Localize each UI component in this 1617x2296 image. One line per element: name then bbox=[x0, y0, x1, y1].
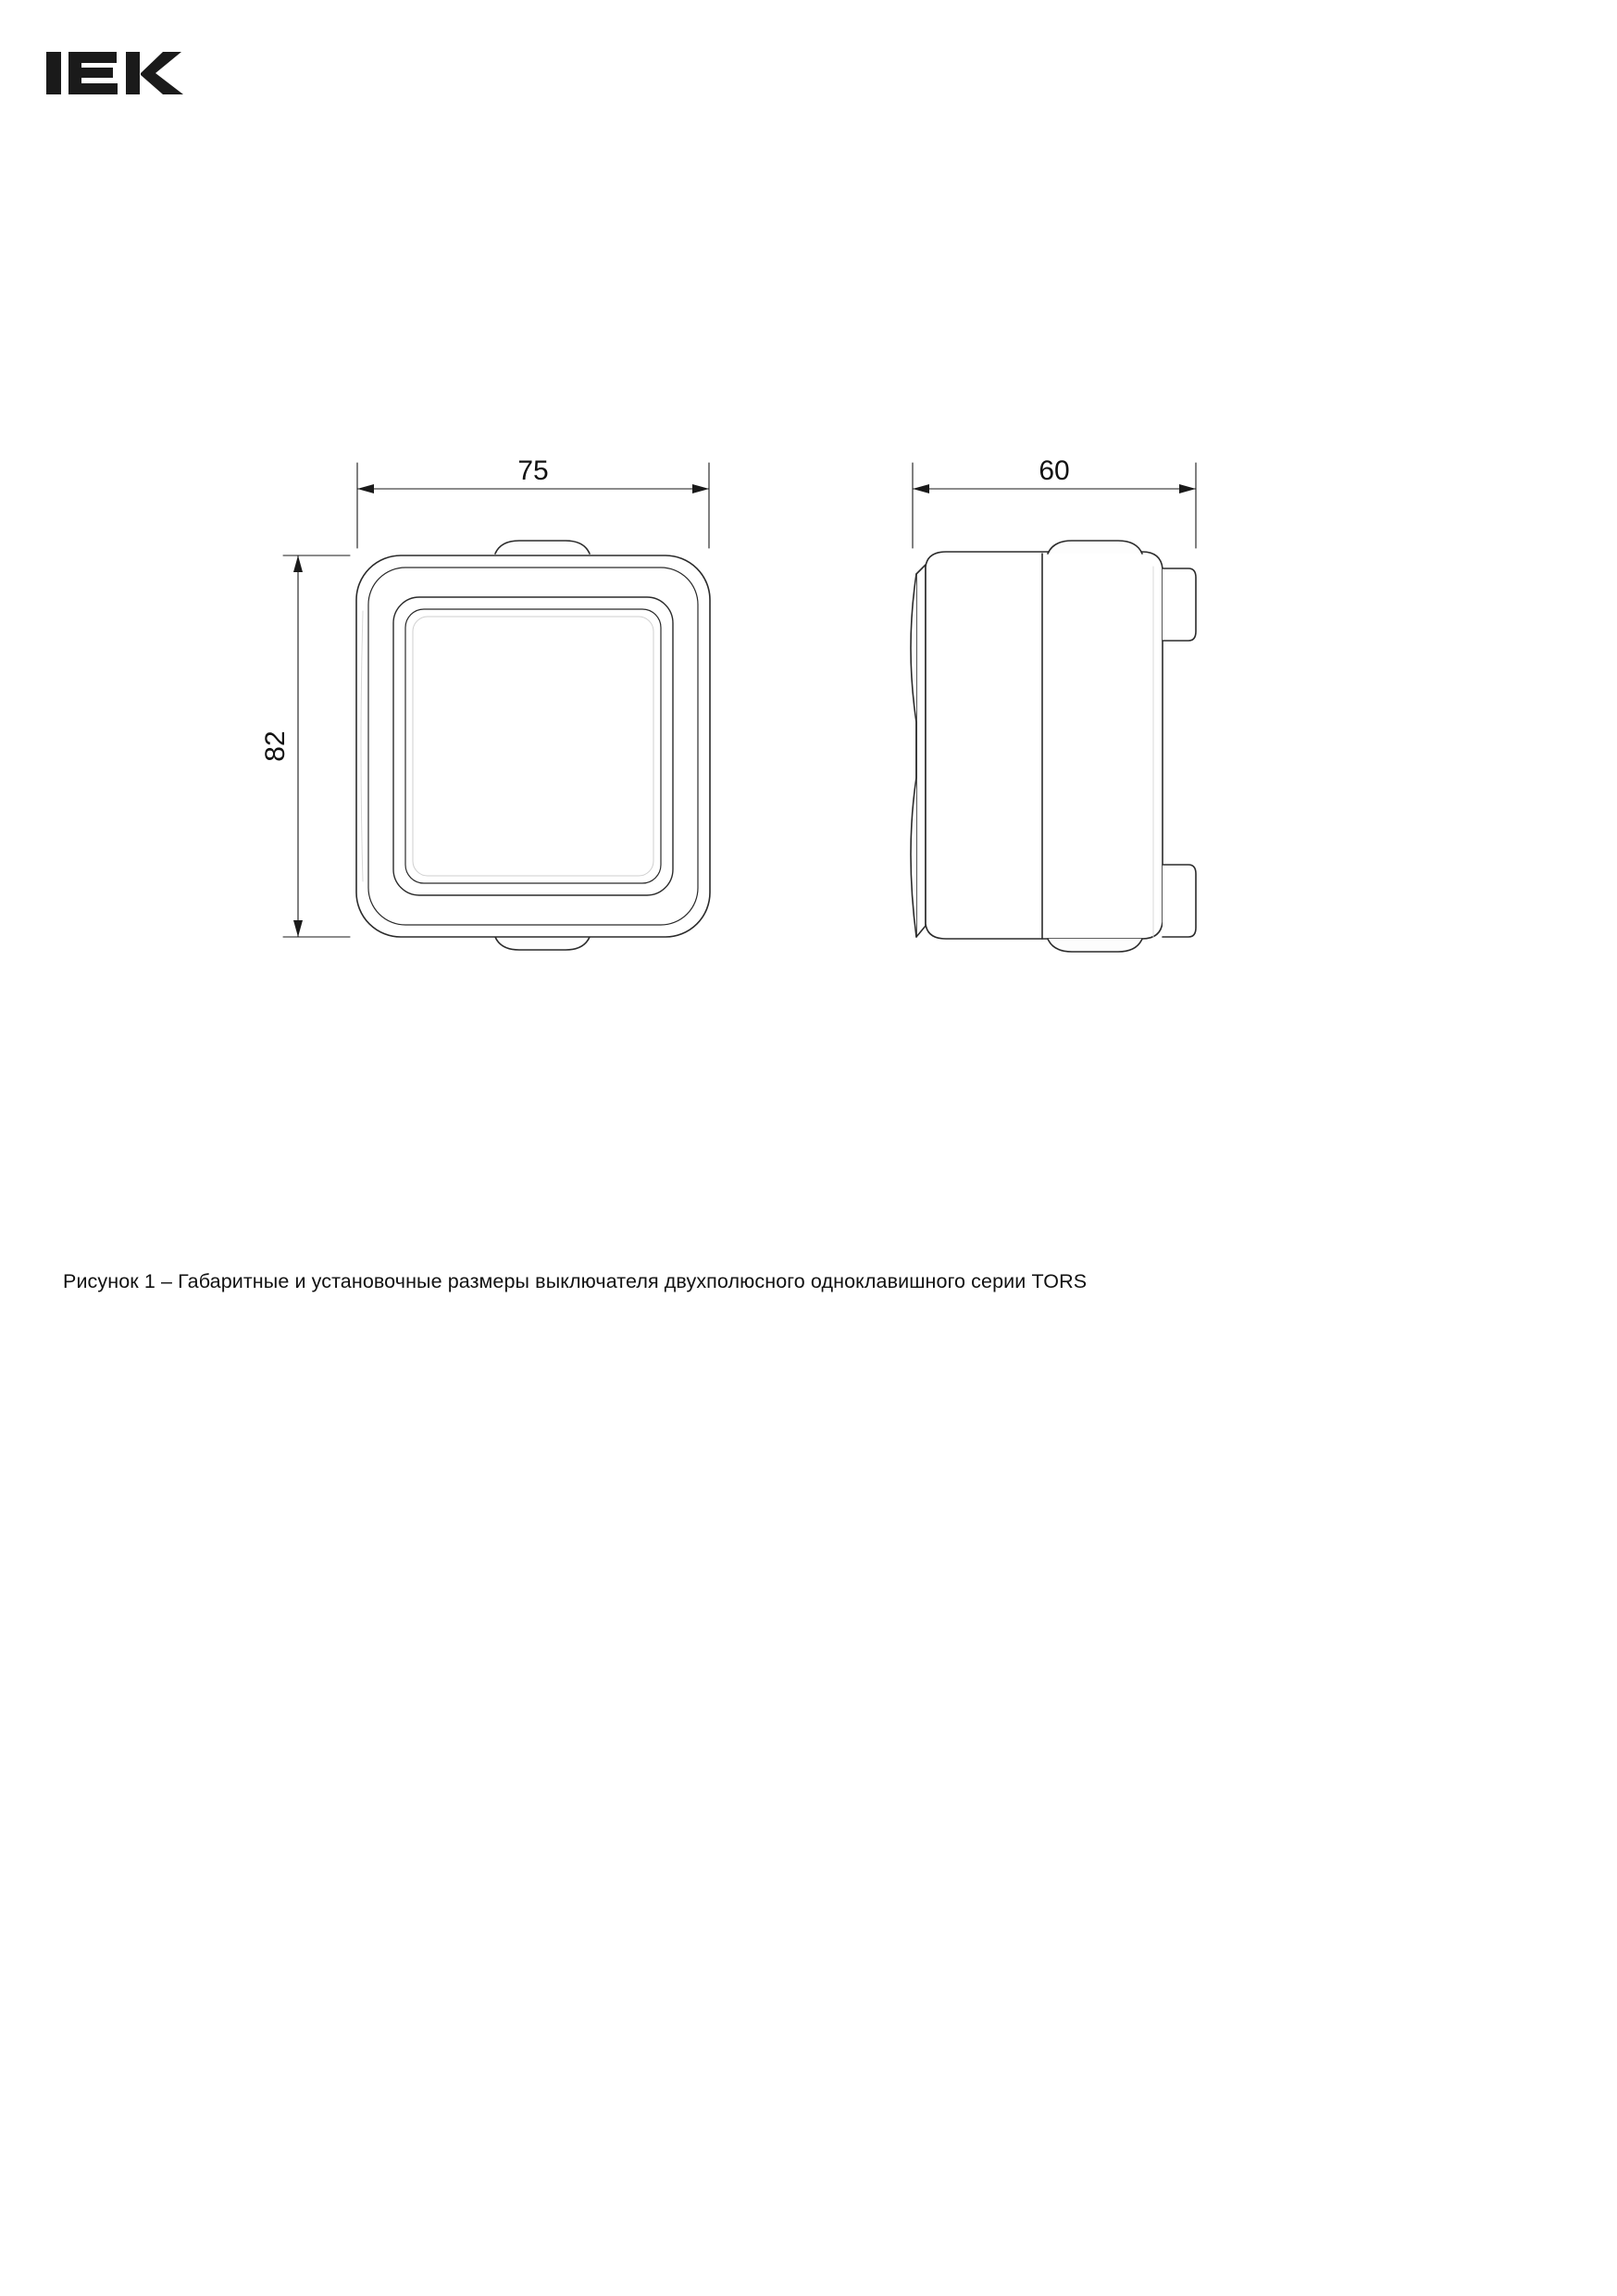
side-view-group bbox=[911, 541, 1196, 952]
side-depth-dimension-label: 60 bbox=[1039, 455, 1070, 486]
figure-caption: Рисунок 1 – Габаритные и установочные размеры выключателя двухполюсного одноклавишного серии TORS bbox=[63, 1270, 1088, 1292]
front-view-group bbox=[356, 541, 710, 950]
front-width-dimension-label: 75 bbox=[517, 455, 549, 486]
front-height-dimension-label: 82 bbox=[260, 730, 291, 762]
